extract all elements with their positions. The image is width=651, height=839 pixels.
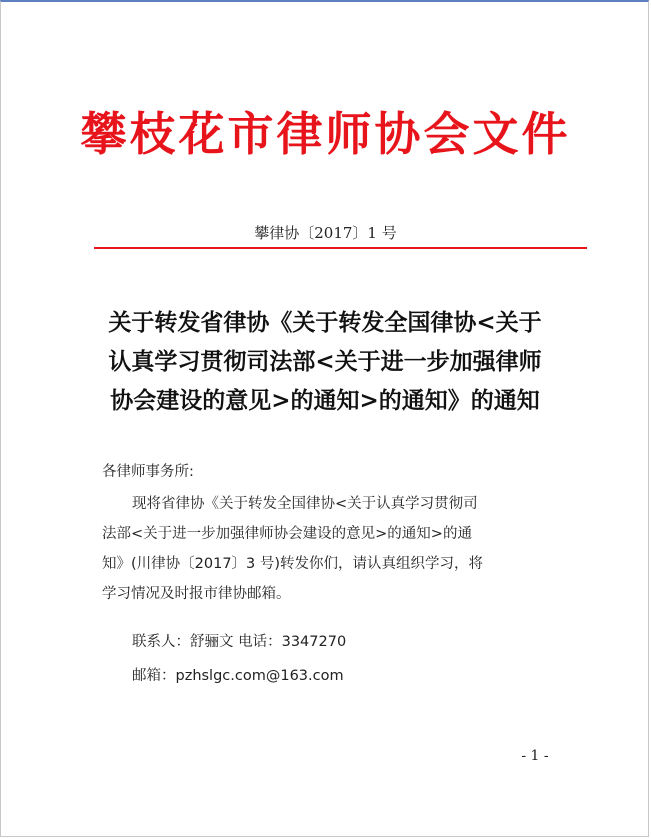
paragraph-line-2: 法部<关于进一步加强律师协会建设的意见>的通知>的通 <box>102 526 472 542</box>
paragraph-line-1: 现将省律协《关于转发全国律协<关于认真学习贯彻司 <box>132 496 478 512</box>
contact-line: 联系人：舒骊文 电话：3347270 <box>132 634 347 650</box>
document-header-title: 攀枝花市律师协会文件 <box>80 107 571 161</box>
notice-title-line-1: 关于转发省律协《关于转发全国律协<关于 <box>108 309 542 336</box>
email-line: 邮箱：pzhslgc.com@163.com <box>132 668 344 684</box>
notice-title-line-2: 认真学习贯彻司法部<关于进一步加强律师 <box>108 348 542 375</box>
salutation: 各律师事务所: <box>102 464 194 480</box>
notice-title <box>70 303 580 420</box>
page-number: - 1 - <box>521 748 549 764</box>
notice-paragraph <box>102 489 562 609</box>
notice-title-line-3: 协会建设的意见>的通知>的通知》的通知 <box>110 387 540 414</box>
red-divider <box>94 247 587 249</box>
paragraph-line-4: 学习情况及时报市律协邮箱。 <box>102 586 291 602</box>
paragraph-line-3: 知》(川律协〔2017〕3 号)转发你们，请认真组织学习，将 <box>102 556 484 572</box>
document-number: 攀律协〔2017〕1 号 <box>254 224 397 242</box>
